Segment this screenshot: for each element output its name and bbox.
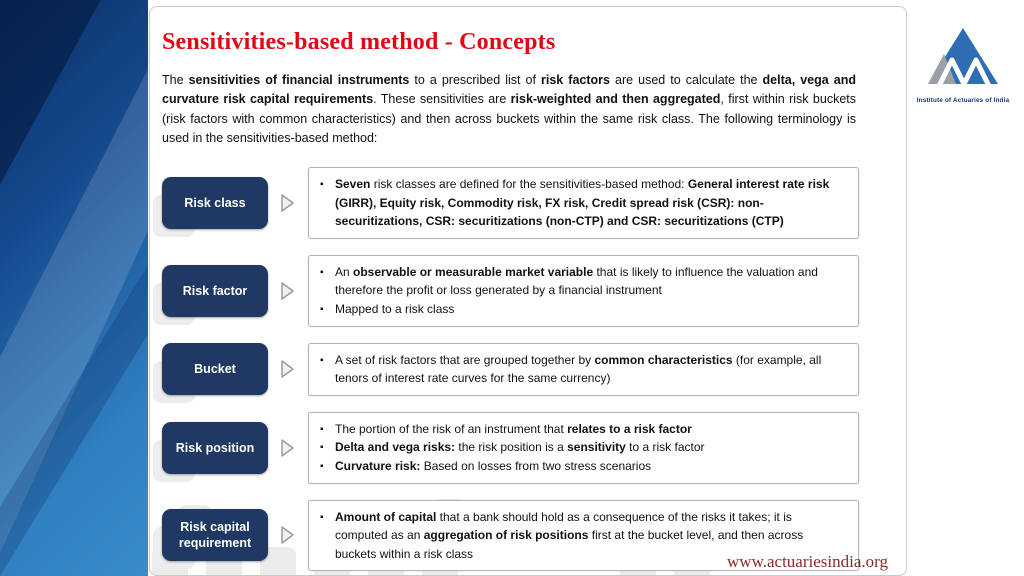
bullet-item [320,300,847,319]
risk-position-description-box [308,412,859,484]
bullet-text: Curvature risk: Based on losses from two stress scenarios [335,458,652,473]
bullet-item [320,263,847,300]
row-risk-factor [162,255,859,327]
institute-logo [916,26,1010,104]
arrow-right-icon [268,437,308,459]
logo-triangle-icon [920,26,1006,90]
bucket-label: Bucket [162,343,268,395]
risk-class-label: Risk class [162,177,268,229]
bullet-marker: ▪ [320,179,324,190]
bullet-item [320,420,847,439]
bullet-item [320,438,847,457]
bullet-item [320,351,847,388]
bullet-text: Seven risk classes are defined for the sensitivities-based method: General interest rate risk (GIRR), Equity risk, Commodity risk, FX risk, Credit spread risk (CSR): non-securitizations, CSR: securitizations (non-CTP) and CSR: securitizations (CTP) [335,177,830,229]
bullet-marker: ▪ [320,460,324,472]
left-decorative-band [0,0,148,576]
risk-class-description-box [308,167,859,239]
bullet-text: The portion of the risk of an instrument that relates to a risk factor [335,421,692,436]
bullet-marker: ▪ [320,266,324,278]
page-title: Sensitivities-based method - Concepts [162,29,556,55]
risk-position-label-wrap [162,422,268,474]
bullet-marker: ▪ [320,511,324,523]
bullet-text: A set of risk factors that are grouped together by common characteristics (for example, all tenors of interest rate curves for the same currency) [335,352,822,386]
risk-capital-requirement-label: Risk capital requirement [162,509,268,561]
intro-paragraph: The sensitivities of financial instruments to a prescribed list of risk factors are used to calculate the delta, vega and curvature risk capital requirements. These sensitivities are risk-weighted and then aggregated, first within risk buckets (risk factors with common characteristics) and then across buckets within the same risk class. The following terminology is used in the sensitivities-based method: [162,73,856,146]
bullet-marker: ▪ [320,303,324,315]
bullet-text: Delta and vega risks: the risk position is a sensitivity to a risk factor [335,440,705,455]
bullet-item [320,175,847,231]
terminology-rows [162,167,859,571]
bucket-description-box [308,343,859,396]
risk-factor-label: Risk factor [162,265,268,317]
website-url: www.actuariesindia.org [727,552,888,571]
bullet-marker: ▪ [320,423,324,435]
arrow-right-icon [268,358,308,380]
logo-caption: Institute of Actuaries of India [916,97,1010,104]
risk-factor-label-wrap [162,265,268,317]
risk-position-label: Risk position [162,422,268,474]
risk-factor-description-box [308,255,859,327]
risk-capital-label-wrap [162,509,268,561]
arrow-right-icon [268,524,308,546]
bullet-text: Mapped to a risk class [335,301,455,316]
bullet-text: An observable or measurable market variable that is likely to influence the valuation and therefore the profit or loss generated by a financial instrument [335,264,818,298]
bullet-marker: ▪ [320,442,324,454]
row-bucket [162,343,859,396]
row-risk-position [162,412,859,484]
risk-class-label-wrap [162,177,268,229]
row-risk-class [162,167,859,239]
bullet-marker: ▪ [320,354,324,366]
bullet-text: Amount of capital that a bank should hold as a consequence of the risks it takes; it is computed as an aggregation of risk positions first at the bucket level, and then across buckets within a risk class [335,509,804,561]
bucket-label-wrap [162,343,268,395]
bullet-item [320,457,847,476]
content-card [149,6,907,576]
arrow-right-icon [268,280,308,302]
arrow-right-icon [268,192,308,214]
